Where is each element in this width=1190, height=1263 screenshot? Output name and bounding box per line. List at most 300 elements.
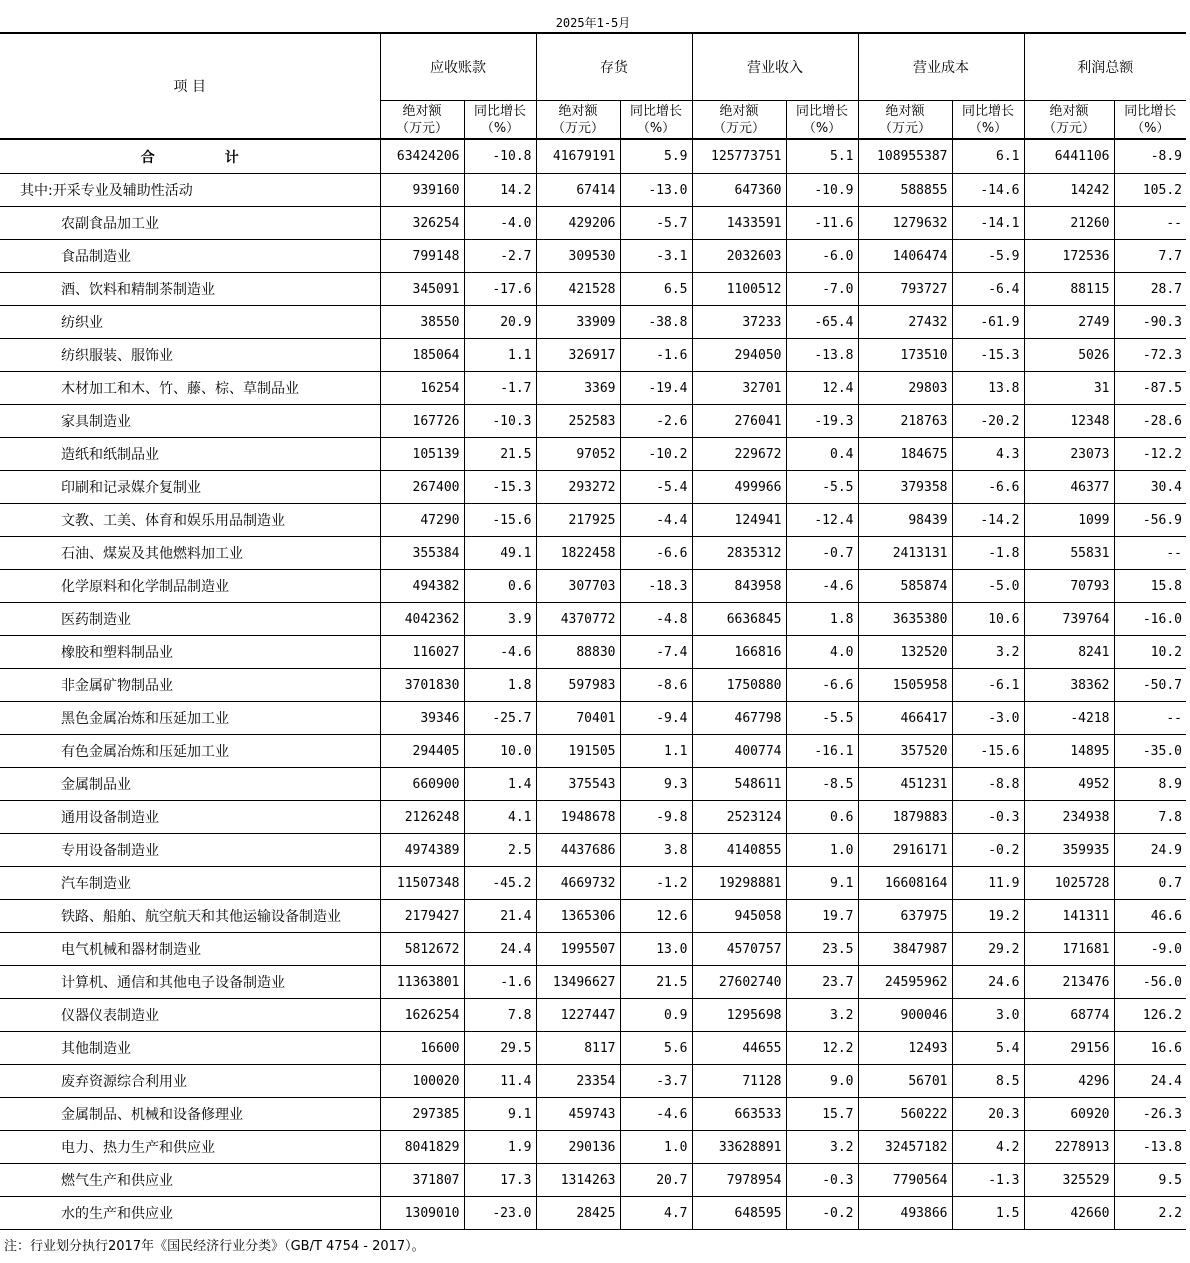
table-cell: 8241	[1024, 636, 1114, 669]
table-cell: -12.2	[1114, 438, 1186, 471]
table-cell: 124941	[692, 504, 786, 537]
table-row	[0, 570, 1186, 603]
table-cell: 172536	[1024, 240, 1114, 273]
table-cell: 1.0	[786, 834, 858, 867]
table-cell: -25.7	[464, 702, 536, 735]
table-cell: -13.0	[620, 174, 692, 207]
table-cell: -9.4	[620, 702, 692, 735]
table-cell: 105139	[380, 438, 464, 471]
table-cell: 739764	[1024, 603, 1114, 636]
table-cell: 29803	[858, 372, 952, 405]
table-cell: -4.8	[620, 603, 692, 636]
table-cell: -3.7	[620, 1065, 692, 1098]
total-cell: -10.8	[464, 139, 536, 174]
table-cell: 24.4	[1114, 1065, 1186, 1098]
group-header-receivables: 应收账款	[380, 33, 536, 101]
industry-name: 废弃资源综合利用业	[0, 1065, 380, 1098]
table-cell: 17.3	[464, 1164, 536, 1197]
table-cell: -4.0	[464, 207, 536, 240]
table-cell: 16600	[380, 1032, 464, 1065]
table-cell: 23.5	[786, 933, 858, 966]
table-cell: -38.8	[620, 306, 692, 339]
table-cell: -45.2	[464, 867, 536, 900]
table-cell: 309530	[536, 240, 620, 273]
table-cell: -1.6	[620, 339, 692, 372]
table-cell: 44655	[692, 1032, 786, 1065]
industry-name: 电气机械和器材制造业	[0, 933, 380, 966]
table-cell: 4952	[1024, 768, 1114, 801]
table-cell: 8.9	[1114, 768, 1186, 801]
table-row	[0, 504, 1186, 537]
table-cell: 3.2	[952, 636, 1024, 669]
table-cell: -9.8	[620, 801, 692, 834]
table-cell: 276041	[692, 405, 786, 438]
industry-name: 铁路、船舶、航空航天和其他运输设备制造业	[0, 900, 380, 933]
industry-name: 电力、热力生产和供应业	[0, 1131, 380, 1164]
table-cell: -23.0	[464, 1197, 536, 1230]
table-cell: 1309010	[380, 1197, 464, 1230]
table-cell: 1.8	[786, 603, 858, 636]
table-cell: 24.4	[464, 933, 536, 966]
table-cell: -0.7	[786, 537, 858, 570]
table-cell: -0.3	[786, 1164, 858, 1197]
table-cell: 70793	[1024, 570, 1114, 603]
table-cell: 20.7	[620, 1164, 692, 1197]
table-cell: -8.6	[620, 669, 692, 702]
table-cell: 0.4	[786, 438, 858, 471]
table-cell: 67414	[536, 174, 620, 207]
table-cell: 12.6	[620, 900, 692, 933]
subheader-abs-line2: （万元）	[878, 120, 931, 136]
table-cell: 375543	[536, 768, 620, 801]
table-cell: 5.6	[620, 1032, 692, 1065]
table-cell: 218763	[858, 405, 952, 438]
table-cell: --	[1114, 207, 1186, 240]
table-cell: 10.2	[1114, 636, 1186, 669]
subheader-abs-cost	[858, 101, 952, 140]
table-row	[0, 405, 1186, 438]
table-cell: 9.1	[786, 867, 858, 900]
industry-name: 医药制造业	[0, 603, 380, 636]
table-cell: 19.7	[786, 900, 858, 933]
table-cell: -7.0	[786, 273, 858, 306]
table-cell: 70401	[536, 702, 620, 735]
industry-name: 计算机、通信和其他电子设备制造业	[0, 966, 380, 999]
table-cell: 11.9	[952, 867, 1024, 900]
total-cell: 6441106	[1024, 139, 1114, 174]
table-row	[0, 900, 1186, 933]
table-cell: 4.7	[620, 1197, 692, 1230]
table-cell: 29.2	[952, 933, 1024, 966]
table-cell: 459743	[536, 1098, 620, 1131]
table-row	[0, 438, 1186, 471]
subheader-yoy-line1: 同比增长	[961, 103, 1014, 119]
total-label-left: 合	[140, 149, 155, 166]
footnote: 注：行业划分执行2017年《国民经济行业分类》（GB/T 4754 - 2017）。	[4, 1239, 425, 1254]
table-cell: -15.6	[952, 735, 1024, 768]
table-cell: 13.0	[620, 933, 692, 966]
table-cell: 4042362	[380, 603, 464, 636]
item-column-label: 项 目	[173, 79, 206, 95]
table-cell: -4.6	[620, 1098, 692, 1131]
table-cell: 1.8	[464, 669, 536, 702]
table-row	[0, 207, 1186, 240]
table-cell: -72.3	[1114, 339, 1186, 372]
table-cell: 493866	[858, 1197, 952, 1230]
subheader-abs-line2: （万元）	[395, 120, 448, 136]
table-cell: 167726	[380, 405, 464, 438]
header-row-groups	[0, 33, 1186, 101]
table-cell: 499966	[692, 471, 786, 504]
table-row	[0, 273, 1186, 306]
table-cell: 13496627	[536, 966, 620, 999]
table-cell: -90.3	[1114, 306, 1186, 339]
table-cell: 68774	[1024, 999, 1114, 1032]
subheader-abs-line1: 绝对额	[402, 103, 442, 119]
table-cell: 326917	[536, 339, 620, 372]
total-cell: 41679191	[536, 139, 620, 174]
industry-name: 木材加工和木、竹、藤、棕、草制品业	[0, 372, 380, 405]
table-cell: 229672	[692, 438, 786, 471]
table-cell: 24.6	[952, 966, 1024, 999]
industry-name: 汽车制造业	[0, 867, 380, 900]
table-cell: 293272	[536, 471, 620, 504]
table-cell: 4296	[1024, 1065, 1114, 1098]
table-cell: -16.1	[786, 735, 858, 768]
table-cell: 843958	[692, 570, 786, 603]
table-cell: 10.6	[952, 603, 1024, 636]
table-cell: 20.9	[464, 306, 536, 339]
subheader-abs-line2: （万元）	[712, 120, 765, 136]
table-cell: 14895	[1024, 735, 1114, 768]
table-cell: 2179427	[380, 900, 464, 933]
subheader-yoy-line2: （%）	[968, 120, 1008, 136]
table-cell: 15.8	[1114, 570, 1186, 603]
subheader-abs-line1: 绝对额	[1049, 103, 1089, 119]
subheader-yoy-cost	[952, 101, 1024, 140]
table-cell: 20.3	[952, 1098, 1024, 1131]
table-row	[0, 801, 1186, 834]
table-cell: 660900	[380, 768, 464, 801]
table-cell: 11363801	[380, 966, 464, 999]
table-cell: 4669732	[536, 867, 620, 900]
table-cell: 23354	[536, 1065, 620, 1098]
table-cell: -28.6	[1114, 405, 1186, 438]
table-cell: 421528	[536, 273, 620, 306]
report-period: 2025年1-5月	[555, 16, 631, 30]
industry-name: 非金属矿物制品业	[0, 669, 380, 702]
table-cell: -5.5	[786, 702, 858, 735]
industry-name: 其中:开采专业及辅助性活动	[0, 174, 380, 207]
table-cell: -17.6	[464, 273, 536, 306]
industry-name: 化学原料和化学制品制造业	[0, 570, 380, 603]
table-cell: 29156	[1024, 1032, 1114, 1065]
table-cell: 16.6	[1114, 1032, 1186, 1065]
subheader-yoy-line1: 同比增长	[1124, 103, 1177, 119]
group-header-inventory: 存货	[536, 33, 692, 101]
table-cell: -15.6	[464, 504, 536, 537]
table-cell: 29.5	[464, 1032, 536, 1065]
table-cell: -4.6	[464, 636, 536, 669]
table-cell: 27432	[858, 306, 952, 339]
table-cell: 7790564	[858, 1164, 952, 1197]
table-cell: -5.4	[620, 471, 692, 504]
table-cell: -5.5	[786, 471, 858, 504]
table-cell: -15.3	[952, 339, 1024, 372]
table-cell: 2.5	[464, 834, 536, 867]
subheader-yoy-line1: 同比增长	[629, 103, 682, 119]
table-cell: 0.9	[620, 999, 692, 1032]
total-cell: 108955387	[858, 139, 952, 174]
table-cell: 9.5	[1114, 1164, 1186, 1197]
table-cell: 4974389	[380, 834, 464, 867]
subheader-yoy-inventory	[620, 101, 692, 140]
table-cell: 307703	[536, 570, 620, 603]
subheader-abs-revenue	[692, 101, 786, 140]
table-cell: 1948678	[536, 801, 620, 834]
table-cell: 23.7	[786, 966, 858, 999]
table-cell: 647360	[692, 174, 786, 207]
table-cell: 345091	[380, 273, 464, 306]
table-cell: 1.1	[620, 735, 692, 768]
group-header-profit: 利润总额	[1024, 33, 1186, 101]
table-cell: 4.2	[952, 1131, 1024, 1164]
table-row	[0, 933, 1186, 966]
table-cell: 6636845	[692, 603, 786, 636]
group-header-revenue: 营业收入	[692, 33, 858, 101]
table-cell: -6.0	[786, 240, 858, 273]
total-label-right: 计	[224, 149, 239, 166]
table-cell: 4.3	[952, 438, 1024, 471]
table-row	[0, 1164, 1186, 1197]
table-cell: 11.4	[464, 1065, 536, 1098]
table-cell: 217925	[536, 504, 620, 537]
table-cell: -1.2	[620, 867, 692, 900]
table-cell: 71128	[692, 1065, 786, 1098]
table-cell: 19298881	[692, 867, 786, 900]
table-cell: -4.4	[620, 504, 692, 537]
table-cell: 2413131	[858, 537, 952, 570]
table-cell: 663533	[692, 1098, 786, 1131]
table-cell: -35.0	[1114, 735, 1186, 768]
table-cell: 38550	[380, 306, 464, 339]
table-cell: 21.5	[620, 966, 692, 999]
table-cell: 19.2	[952, 900, 1024, 933]
table-row	[0, 1032, 1186, 1065]
table-cell: 32457182	[858, 1131, 952, 1164]
table-cell: -13.8	[1114, 1131, 1186, 1164]
table-cell: 3.2	[786, 1131, 858, 1164]
table-cell: 637975	[858, 900, 952, 933]
table-cell: 326254	[380, 207, 464, 240]
table-cell: 379358	[858, 471, 952, 504]
table-cell: 588855	[858, 174, 952, 207]
table-cell: -8.8	[952, 768, 1024, 801]
table-cell: 12493	[858, 1032, 952, 1065]
table-cell: 15.7	[786, 1098, 858, 1131]
table-cell: 3.8	[620, 834, 692, 867]
table-cell: -6.1	[952, 669, 1024, 702]
industry-name: 黑色金属冶炼和压延加工业	[0, 702, 380, 735]
table-row	[0, 372, 1186, 405]
industry-name: 食品制造业	[0, 240, 380, 273]
industry-name: 金属制品、机械和设备修理业	[0, 1098, 380, 1131]
table-cell: -61.9	[952, 306, 1024, 339]
table-cell: -1.7	[464, 372, 536, 405]
table-cell: 4437686	[536, 834, 620, 867]
industry-name: 仪器仪表制造业	[0, 999, 380, 1032]
table-cell: 2523124	[692, 801, 786, 834]
table-cell: 1295698	[692, 999, 786, 1032]
item-column-header	[0, 33, 380, 139]
table-cell: -9.0	[1114, 933, 1186, 966]
table-cell: 252583	[536, 405, 620, 438]
subheader-abs-receivables	[380, 101, 464, 140]
table-row	[0, 702, 1186, 735]
table-cell: -87.5	[1114, 372, 1186, 405]
table-cell: 105.2	[1114, 174, 1186, 207]
table-cell: 467798	[692, 702, 786, 735]
table-cell: -13.8	[786, 339, 858, 372]
table-cell: 2916171	[858, 834, 952, 867]
table-cell: 27602740	[692, 966, 786, 999]
table-cell: --	[1114, 702, 1186, 735]
table-cell: 2126248	[380, 801, 464, 834]
table-cell: 30.4	[1114, 471, 1186, 504]
table-cell: 560222	[858, 1098, 952, 1131]
table-cell: 3.2	[786, 999, 858, 1032]
table-cell: 4.0	[786, 636, 858, 669]
table-cell: -6.4	[952, 273, 1024, 306]
table-cell: 42660	[1024, 1197, 1114, 1230]
table-cell: 0.6	[786, 801, 858, 834]
table-cell: 8.5	[952, 1065, 1024, 1098]
table-row	[0, 1098, 1186, 1131]
industry-name: 通用设备制造业	[0, 801, 380, 834]
subheader-abs-line1: 绝对额	[558, 103, 598, 119]
table-cell: -11.6	[786, 207, 858, 240]
subheader-yoy-line1: 同比增长	[795, 103, 848, 119]
table-row	[0, 999, 1186, 1032]
table-cell: 793727	[858, 273, 952, 306]
group-header-cost: 营业成本	[858, 33, 1024, 101]
table-cell: 14242	[1024, 174, 1114, 207]
table-cell: 32701	[692, 372, 786, 405]
table-cell: -50.7	[1114, 669, 1186, 702]
table-cell: 171681	[1024, 933, 1114, 966]
table-cell: 1879883	[858, 801, 952, 834]
table-cell: 3847987	[858, 933, 952, 966]
table-row	[0, 603, 1186, 636]
table-cell: 39346	[380, 702, 464, 735]
table-cell: 56701	[858, 1065, 952, 1098]
table-cell: -1.3	[952, 1164, 1024, 1197]
industry-statistics-table	[0, 32, 1186, 1230]
total-cell: 5.9	[620, 139, 692, 174]
table-cell: 234938	[1024, 801, 1114, 834]
table-cell: -6.6	[620, 537, 692, 570]
industry-name: 其他制造业	[0, 1032, 380, 1065]
table-cell: 290136	[536, 1131, 620, 1164]
table-row	[0, 1197, 1186, 1230]
table-cell: -18.3	[620, 570, 692, 603]
table-row	[0, 636, 1186, 669]
table-cell: 141311	[1024, 900, 1114, 933]
subheader-yoy-revenue	[786, 101, 858, 140]
table-cell: -10.9	[786, 174, 858, 207]
table-cell: 8041829	[380, 1131, 464, 1164]
table-cell: 21.4	[464, 900, 536, 933]
industry-name: 橡胶和塑料制品业	[0, 636, 380, 669]
table-cell: 1505958	[858, 669, 952, 702]
table-cell: 357520	[858, 735, 952, 768]
total-cell: 63424206	[380, 139, 464, 174]
table-cell: -6.6	[786, 669, 858, 702]
table-cell: 1.9	[464, 1131, 536, 1164]
table-cell: -56.0	[1114, 966, 1186, 999]
table-cell: -56.9	[1114, 504, 1186, 537]
table-cell: 98439	[858, 504, 952, 537]
table-cell: 8117	[536, 1032, 620, 1065]
subheader-yoy-line2: （%）	[802, 120, 842, 136]
table-cell: 3635380	[858, 603, 952, 636]
table-cell: 184675	[858, 438, 952, 471]
table-row	[0, 339, 1186, 372]
total-row-label	[0, 139, 380, 174]
table-cell: 5026	[1024, 339, 1114, 372]
table-cell: 46377	[1024, 471, 1114, 504]
table-cell: -0.2	[786, 1197, 858, 1230]
industry-name: 纺织业	[0, 306, 380, 339]
table-cell: 21.5	[464, 438, 536, 471]
subheader-yoy-line1: 同比增长	[473, 103, 526, 119]
table-cell: 1.1	[464, 339, 536, 372]
table-cell: -0.2	[952, 834, 1024, 867]
total-cell: 5.1	[786, 139, 858, 174]
table-cell: -10.3	[464, 405, 536, 438]
table-cell: 7.8	[464, 999, 536, 1032]
table-cell: 185064	[380, 339, 464, 372]
subheader-yoy-line2: （%）	[480, 120, 520, 136]
table-cell: 0.6	[464, 570, 536, 603]
table-cell: 294050	[692, 339, 786, 372]
table-cell: 9.0	[786, 1065, 858, 1098]
table-cell: 4140855	[692, 834, 786, 867]
table-cell: -14.2	[952, 504, 1024, 537]
table-cell: 31	[1024, 372, 1114, 405]
table-cell: 1314263	[536, 1164, 620, 1197]
table-cell: -8.5	[786, 768, 858, 801]
table-cell: 0.7	[1114, 867, 1186, 900]
table-cell: 173510	[858, 339, 952, 372]
table-cell: 371807	[380, 1164, 464, 1197]
table-cell: 267400	[380, 471, 464, 504]
table-cell: 10.0	[464, 735, 536, 768]
table-row	[0, 768, 1186, 801]
table-cell: 191505	[536, 735, 620, 768]
table-cell: 400774	[692, 735, 786, 768]
table-cell: 1.5	[952, 1197, 1024, 1230]
table-cell: 12348	[1024, 405, 1114, 438]
table-cell: 11507348	[380, 867, 464, 900]
table-cell: 100020	[380, 1065, 464, 1098]
subheader-abs-line1: 绝对额	[719, 103, 759, 119]
industry-name: 纺织服装、服饰业	[0, 339, 380, 372]
table-cell: 1100512	[692, 273, 786, 306]
table-cell: 14.2	[464, 174, 536, 207]
table-cell: -4218	[1024, 702, 1114, 735]
table-cell: 5812672	[380, 933, 464, 966]
